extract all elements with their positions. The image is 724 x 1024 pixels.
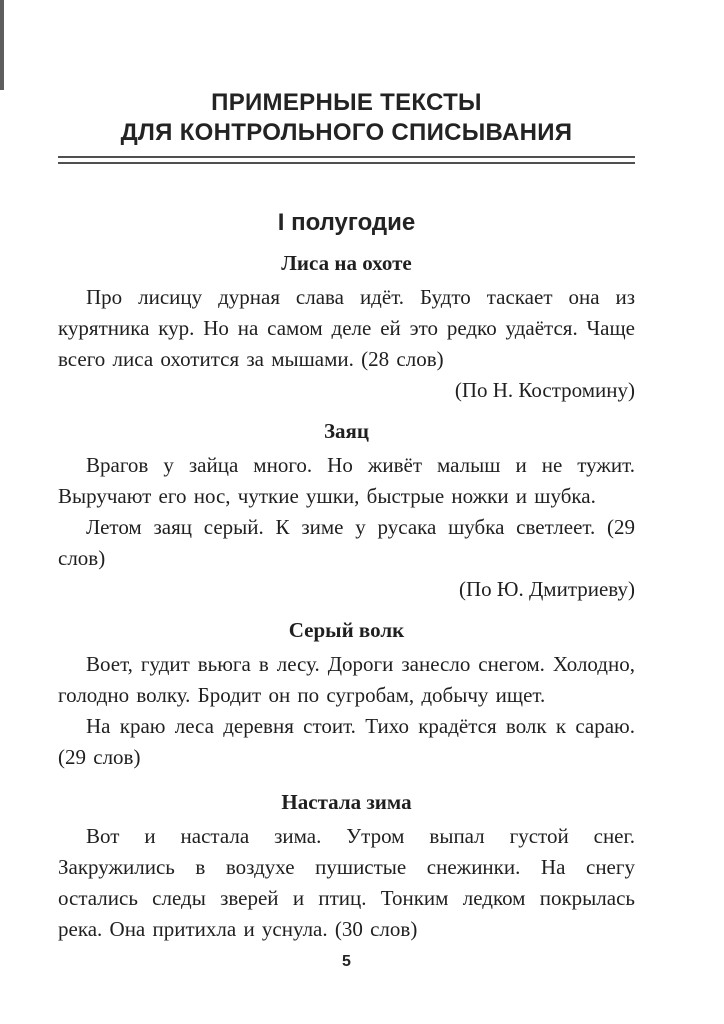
text-paragraph: Про лисицу дурная слава идёт. Будто таскает она из курятника кур. Но на самом деле ей это редко удаётся. Чаще всего лиса охотится за мышами. (28 слов) <box>58 285 635 371</box>
text-paragraph: Воет, гудит вьюга в лесу. Дороги занесло снегом. Холодно, голодно волку. Бродит он по сугробам, добычу ищет. <box>58 652 635 707</box>
text-heading: Лиса на охоте <box>281 251 412 275</box>
page-title-line-2: ДЛЯ КОНТРОЛЬНОГО СПИСЫВАНИЯ <box>120 119 573 146</box>
page-number: 5 <box>342 953 351 970</box>
page-title-line-1: ПРИМЕРНЫЕ ТЕКСТЫ <box>211 89 482 116</box>
semester-heading: I полугодие <box>277 209 416 236</box>
text-attribution: (По Ю. Дмитриеву) <box>458 577 635 601</box>
text-section-fox <box>58 250 635 406</box>
text-paragraph: Вот и настала зима. Утром выпал густой снег. Закружились в воздухе пушистые снежинки. На снегу остались следы зверей и птиц. Тонким ледком покрылась река. Она притихла и уснула. (30 слов) <box>58 824 635 941</box>
text-section-wolf <box>58 617 635 773</box>
page-title <box>58 88 635 148</box>
text-heading: Заяц <box>323 419 370 443</box>
text-heading: Серый волк <box>288 618 405 642</box>
title-divider-rule <box>58 156 635 164</box>
text-heading: Настала зима <box>281 790 412 814</box>
text-section-winter <box>58 789 635 945</box>
text-attribution: (По Н. Костромину) <box>454 378 635 402</box>
text-paragraph: На краю леса деревня стоит. Тихо крадётся волк к сараю. (29 слов) <box>58 714 635 769</box>
text-paragraph: Врагов у зайца много. Но живёт малыш и не тужит. Выручают его нос, чуткие ушки, быстрые ножки и шубка. <box>58 453 635 508</box>
text-paragraph: Летом заяц серый. К зиме у русака шубка светлеет. (29 слов) <box>58 515 635 570</box>
page-content <box>58 0 635 971</box>
scan-artifact <box>0 0 4 90</box>
text-section-hare <box>58 418 635 605</box>
